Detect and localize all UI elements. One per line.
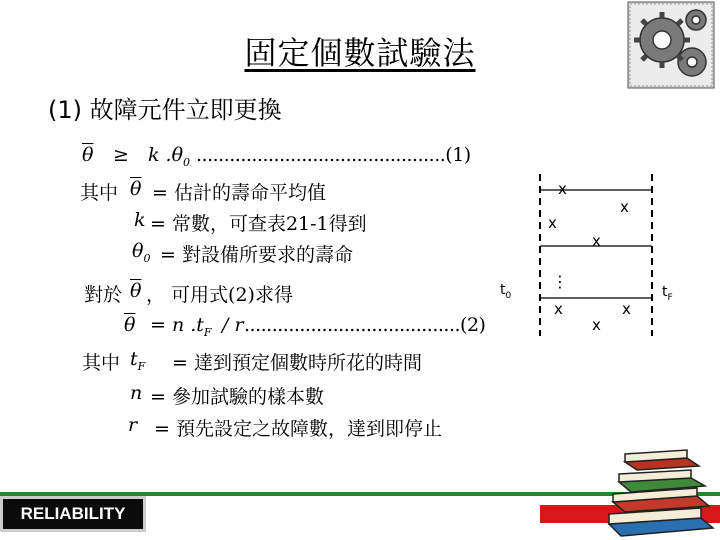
def2-symbol: k [134,209,146,231]
ellipsis-mark: ⋮ [552,272,568,291]
def5-symbol: n [130,382,143,404]
failure-mark: x [620,198,629,216]
eq2-tail: / r [222,314,244,336]
failure-mark: x [592,316,601,334]
failure-mark: x [554,300,563,318]
def5-text: = 參加試驗的樣本數 [150,386,324,408]
eq1-ge-sign: ≥ [113,144,129,166]
failure-mark: x [558,180,567,198]
reliability-badge: RELIABILITY [0,496,146,532]
def1-symbol: $\overline{\theta}$ [130,178,142,200]
eq2-rhs: = n $.t_F$ [150,314,212,339]
eq1-leader-dots: .............................................(1) [196,144,471,166]
test-timeline-diagram [528,170,658,340]
start-time-label: $t_0$ [500,282,512,301]
def2-text: = 常數，可查表21-1得到 [150,213,367,235]
eq1-rhs: k $.\theta_0$ [148,144,191,169]
slide-subtitle: (1) 故障元件立即更換 [48,96,282,124]
def1-prefix: 其中 [80,182,119,204]
slide-title: 固定個數試驗法 [244,34,476,72]
for-symbol: $\overline{\theta}$ [130,280,142,302]
def4-prefix: 其中 [82,352,121,374]
def6-symbol: r [128,414,138,436]
for-text: ， 可用式(2)求得 [146,284,293,306]
failure-mark: x [592,232,601,250]
eq2-theta: $\overline{\theta}$ [124,314,136,336]
def4-text: = 達到預定個數時所花的時間 [172,352,422,374]
failure-mark: x [622,300,631,318]
def4-symbol: $t_F$ [130,348,146,373]
end-time-label: $t_F$ [662,284,673,303]
eq1-theta: $\overline{\theta}$ [82,144,94,166]
def3-text: = 對設備所要求的壽命 [160,244,353,266]
def3-symbol: $\theta_0$ [132,240,151,265]
eq2-leader-dots: .......................................(2) [244,314,486,336]
books-icon [605,446,717,538]
for-prefix: 對於 [84,284,123,306]
def6-text: = 預先設定之故障數，達到即停止 [154,418,442,440]
def1-text: = 估計的壽命平均值 [152,182,326,204]
gear-icon [622,0,720,92]
failure-mark: x [548,214,557,232]
